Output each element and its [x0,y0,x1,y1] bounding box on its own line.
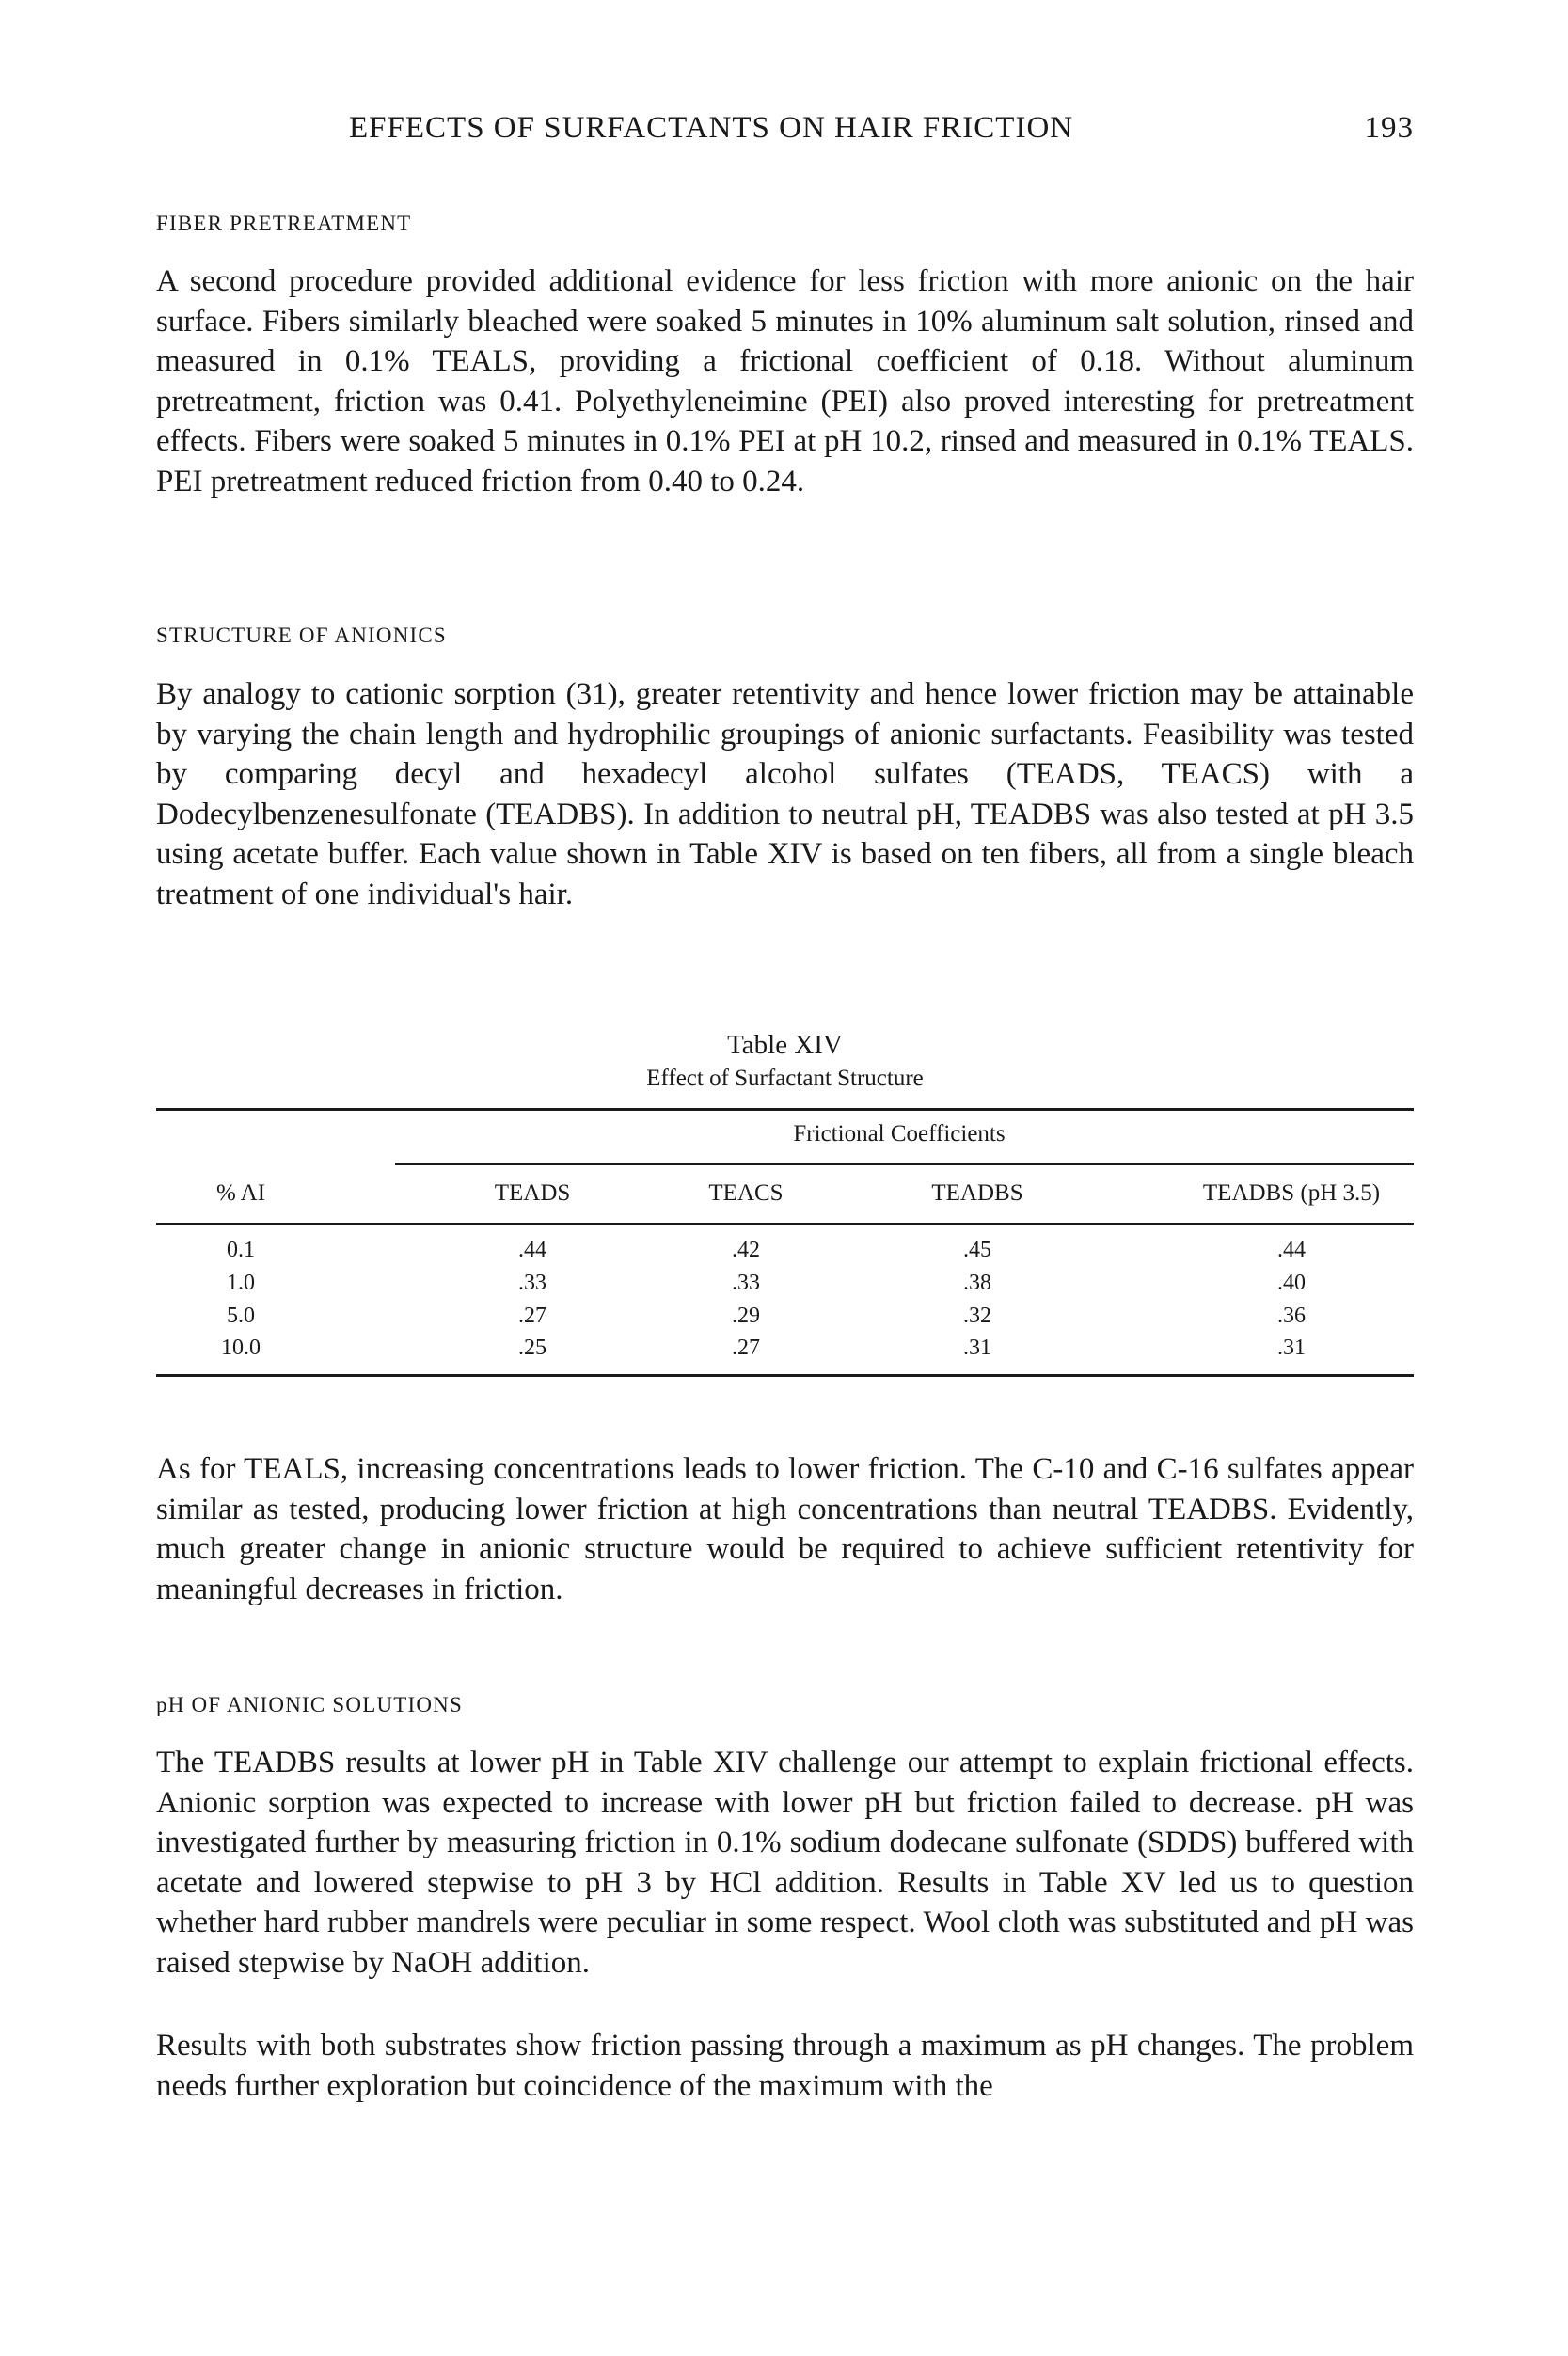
paragraph-after-table: As for TEALS, increasing concentrations leads to lower friction. The C-10 and C-16 sulfates appear similar as tested, producing lower friction at high concentrations than neutral TEADBS. Evidently, much greater change in anionic structure would be required to achieve sufficient retentivity for meaningful decreases in friction. [156,1452,1414,1606]
page-number: 193 [1364,111,1414,145]
table-cell: .29 [732,1304,760,1328]
column-header-teadbs: TEADBS [931,1180,1023,1206]
table-cell: .27 [732,1336,760,1360]
section-heading-structure-of-anionics: STRUCTURE OF ANIONICS [156,624,447,647]
table-cell: .38 [963,1271,991,1295]
table-cell: .31 [1277,1336,1306,1360]
paragraph-ph-anionic-1: The TEADBS results at lower pH in Table XIV challenge our attempt to explain frictional effects. Anionic sorption was expected to increase with lower pH but friction failed to decrease. pH was investigated further by measuring friction in 0.1% sodium dodecane sulfonate (SDDS) buffered with acetate and lowered stepwise to pH 3 by HCl addition. Results in Table XV led us to question whether hard rubber mandrels were peculiar in some respect. Wool cloth was substituted and pH was raised stepwise by NaOH addition. [156,1746,1414,1980]
paragraph-structure-of-anionics: By analogy to cationic sorption (31), greater retentivity and hence lower friction may be attainable by varying the chain length and hydrophilic groupings of anionic surfactants. Feasibility was tested by comparing decyl and hexadecyl alcohol sulfates (TEADS, TEACS) with a Dodecylbenzenesulfonate (TEADBS). In addition to neutral pH, TEADBS was also tested at pH 3.5 using acetate buffer. Each value shown in Table XIV is based on ten fibers, all from a single bleach treatment of one individual's hair. [156,677,1414,911]
table-cell: .31 [963,1336,991,1360]
table-subtitle: Effect of Surfactant Structure [646,1066,924,1091]
table-cell: .45 [963,1238,991,1262]
table-cell: .40 [1277,1271,1306,1295]
column-header-teads: TEADS [494,1180,571,1206]
running-title: EFFECTS OF SURFACTANTS ON HAIR FRICTION [349,111,1074,145]
column-header-teacs: TEACS [708,1180,784,1206]
table-cell: .33 [518,1271,546,1295]
table-cell: 5.0 [227,1304,255,1328]
running-header [156,111,1414,149]
column-header-teadbs-ph35: TEADBS (pH 3.5) [1202,1180,1381,1206]
table-cell: .44 [1277,1238,1306,1262]
table-cell: .36 [1277,1304,1306,1328]
table-cell: 1.0 [227,1271,255,1295]
table-caption [156,1028,1414,1096]
paragraph-fiber-pretreatment: A second procedure provided additional evidence for less friction with more anionic on the hair surface. Fibers similarly bleached were soaked 5 minutes in 10% aluminum salt solution, rinsed and measured in 0.1% TEALS, providing a frictional coefficient of 0.18. Without aluminum pretreatment, friction was 0.41. Polyethyleneimine (PEI) also proved interesting for pretreatment effects. Fibers were soaked 5 minutes in 0.1% PEI at pH 10.2, rinsed and measured in 0.1% TEALS. PEI pretreatment reduced friction from 0.40 to 0.24. [156,264,1414,498]
section-heading-fiber-pretreatment: FIBER PRETREATMENT [156,212,412,235]
table-group-rule [395,1163,1414,1165]
section-heading-ph-anionic-solutions: pH OF ANIONIC SOLUTIONS [156,1693,463,1716]
table-title: Table XIV [727,1030,843,1060]
table-header-rule [156,1223,1414,1225]
table-bottom-rule [156,1374,1414,1377]
table-top-rule [156,1108,1414,1111]
table-cell: .32 [963,1304,991,1328]
table-cell: .25 [518,1336,546,1360]
table-cell: 10.0 [221,1336,261,1360]
column-header-ai: % AI [215,1180,266,1206]
table-cell: .33 [732,1271,760,1295]
table-cell: .27 [518,1304,546,1328]
table-group-header: Frictional Coefficients [793,1121,1006,1146]
table-cell: .44 [518,1238,546,1262]
table-cell: .42 [732,1238,760,1262]
paragraph-ph-anionic-2: Results with both substrates show friction passing through a maximum as pH changes. The problem needs further exploration but coincidence of the maximum with the [156,2029,1414,2103]
table-cell: 0.1 [227,1238,255,1262]
